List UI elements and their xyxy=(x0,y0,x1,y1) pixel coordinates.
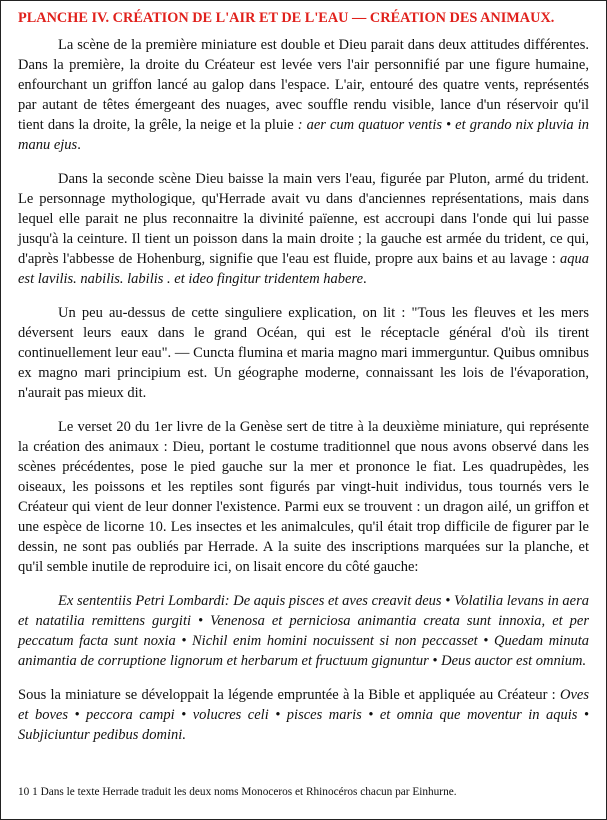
footnote: 10 1 Dans le texte Herrade traduit les deux noms Monoceros et Rhinocéros chacun par Einhurne. xyxy=(18,786,457,798)
latin-quotation: Ex sententiis Petri Lombardi: De aquis pisces et aves creavit deus • Volatilia levans in aera et natatilia remittens gurgiti • Venenosa et perniciosa animantia creata sunt innoxia, et per peccatum facta sunt noxia • Nichil enim homini nocuissent si non peccasset • Quedam minuta animantia de corruptione lignorum et herbarum et fructuum gignuntur • Deus auctor est omnium. xyxy=(18,593,589,669)
paragraph-3: Un peu au-dessus de cette singuliere explication, on lit : "Tous les fleuves et les mers déversent leurs eaux dans le grand Océan, qui est le réceptacle général d'où ils tirent continuellement leur eau". — Cuncta flumina et maria magno mari immerguntur. Quibus omnibus ex magno mari principium est. Un géographe moderne, connaissant les lois de l'évaporation, n'aurait pas mieux dit. xyxy=(18,305,589,401)
paragraph-6 xyxy=(18,685,589,745)
paragraph-2-text: Dans la seconde scène Dieu baisse la main vers l'eau, figurée par Pluton, armé du trident. Le personnage mythologique, qu'Herrade avait vu dans d'anciennes représentations, mais dans lequel elle parait ne plus reconnaitre la divinité païenne, est accroupi dans l'onde qui lui passe jusqu'à la ceinture. Il tient un poisson dans la main droite ; la gauche est armée du trident, ce qui, d'après l'abbesse de Hohenburg, signifie que l'eau est fluide, propre aux bains et au lavage : xyxy=(18,171,589,267)
paragraph-6-latin: Oves et boves • peccora campi • volucres celi • pisces maris • et omnia que moventur in aquis • Subjiciuntur pedibus domini. xyxy=(18,687,589,743)
paragraph-2-latin: aqua est lavilis. nabilis. labilis . et ideo fingitur tridentem habere xyxy=(18,251,589,287)
paragraph-4: Le verset 20 du 1er livre de la Genèse sert de titre à la deuxième miniature, qui représente la création des animaux : Dieu, portant le costume traditionnel que nous avons observé dans les scènes précédentes, pose le pied gauche sur la mer et prononce le fiat. Les quadrupèdes, les oiseaux, les poissons et les reptiles sont figurés par vingt-huit individus, tous tournés vers le Créateur qui vient de leur donner l'existence. Parmi eux se trouvent : un dragon ailé, un griffon et une espèce de licorne 10. Les insectes et les animalcules, qu'il était trop difficile de figurer par le dessin, ne sont pas oubliés par Herrade. A la suite des inscriptions marquées sur la planche, et qu'il semble inutile de reproduire ici, on lisait encore du côté gauche: xyxy=(18,419,589,575)
page-title: PLANCHE IV. CRÉATION DE L'AIR ET DE L'EAU — CRÉATION DES ANIMAUX. xyxy=(18,10,555,26)
paragraph-2-end: . xyxy=(363,271,367,287)
paragraph-1-latin: : aer cum quatuor ventis • et grando nix pluvia in manu ejus xyxy=(18,117,589,153)
paragraph-1 xyxy=(18,35,589,155)
paragraph-1-end: . xyxy=(77,137,81,153)
paragraph-1-text: La scène de la première miniature est double et Dieu parait dans deux attitudes différentes. Dans la première, la droite du Créateur est levée vers l'air personnifié par une figure humaine, enfourchant un griffon lancé au galop dans l'espace. L'air, entouré des quatre vents, représentés par autant de têtes émergeant des nuages, avec souffle rendu visible, lance d'un réservoir qu'il tient dans la droite, la grêle, la neige et la pluie xyxy=(18,37,589,133)
paragraph-2 xyxy=(18,169,589,289)
paragraph-6-text: Sous la miniature se développait la légende empruntée à la Bible et appliquée au Créateur : xyxy=(18,687,560,703)
